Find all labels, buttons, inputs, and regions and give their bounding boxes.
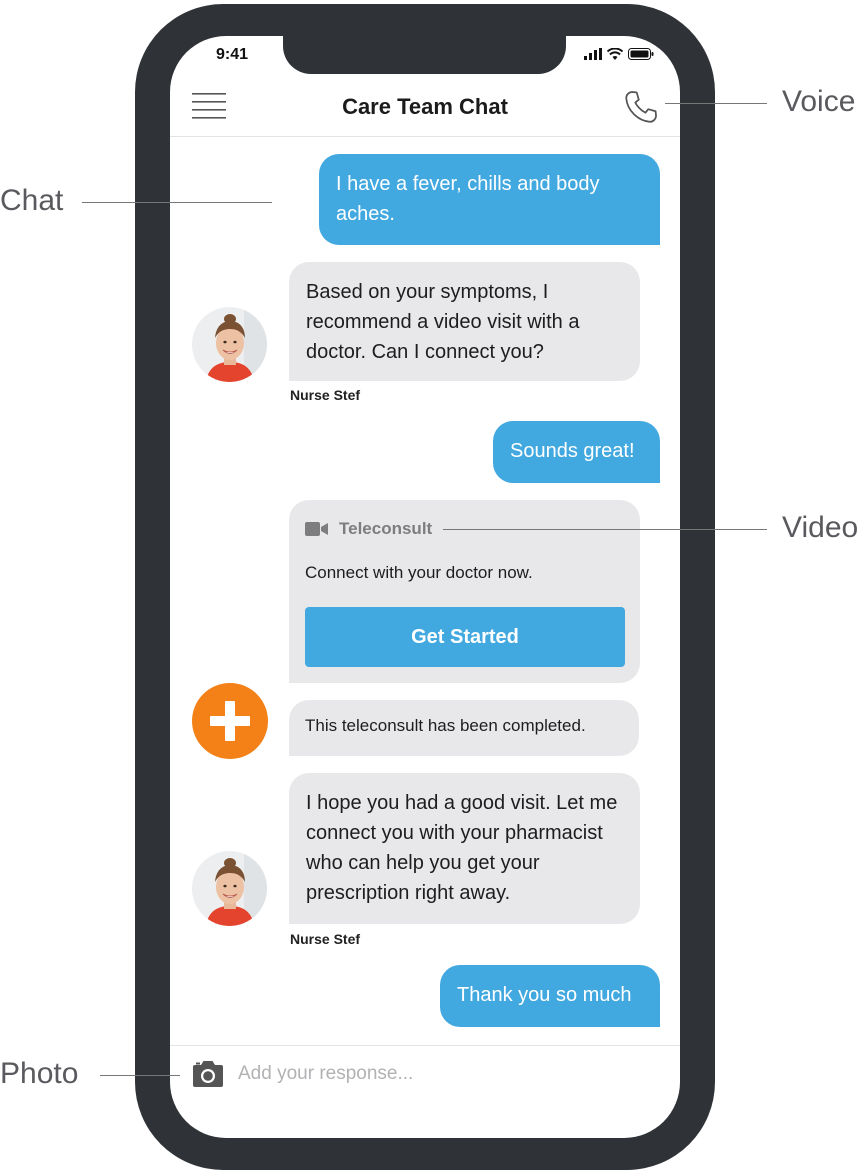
response-input[interactable]: [238, 1060, 658, 1088]
status-message: This teleconsult has been completed.: [289, 700, 639, 756]
page-title: Care Team Chat: [342, 94, 508, 119]
plus-icon: [192, 683, 268, 759]
photo-callout-line: [100, 1075, 180, 1076]
voice-callout-label: Voice: [782, 85, 856, 118]
status-time: 9:41: [216, 46, 249, 63]
teleconsult-title: Teleconsult: [339, 519, 433, 538]
message-outgoing: I have a fever, chills and body aches.: [319, 154, 660, 245]
wifi-icon: [607, 48, 623, 60]
video-callout-line: [443, 529, 767, 530]
avatar-nurse: [192, 307, 267, 382]
get-started-button[interactable]: Get Started: [305, 607, 625, 667]
video-callout-label: Video: [782, 511, 859, 544]
chat-callout-line: [82, 202, 272, 203]
message-incoming: I hope you had a good visit. Let me connect you with your pharmacist who can help you get your prescription right away.: [289, 773, 640, 924]
teleconsult-header: [305, 519, 432, 539]
sender-name: Nurse Stef: [290, 387, 361, 403]
care-team-avatar: [192, 683, 268, 759]
header-divider: [170, 136, 680, 137]
nurse-avatar-image: [192, 851, 267, 926]
video-camera-icon: [305, 521, 329, 537]
photo-callout-label: Photo: [0, 1057, 79, 1090]
camera-icon[interactable]: [191, 1060, 225, 1088]
voice-callout-line: [665, 103, 767, 104]
battery-icon: [628, 48, 654, 60]
signal-icon: [584, 48, 602, 60]
chat-callout-label: Chat: [0, 184, 64, 217]
teleconsult-text: Connect with your doctor now.: [305, 563, 533, 582]
composer-divider: [170, 1045, 680, 1046]
message-incoming: Based on your symptoms, I recommend a video visit with a doctor. Can I connect you?: [289, 262, 640, 381]
notch: [283, 30, 566, 74]
message-outgoing: Thank you so much: [440, 965, 660, 1027]
voice-call-icon[interactable]: [622, 88, 660, 126]
nurse-avatar-image: [192, 307, 267, 382]
status-icons: [584, 46, 654, 62]
sender-name: Nurse Stef: [290, 931, 361, 947]
message-outgoing: Sounds great!: [493, 421, 660, 483]
avatar-nurse: [192, 851, 267, 926]
